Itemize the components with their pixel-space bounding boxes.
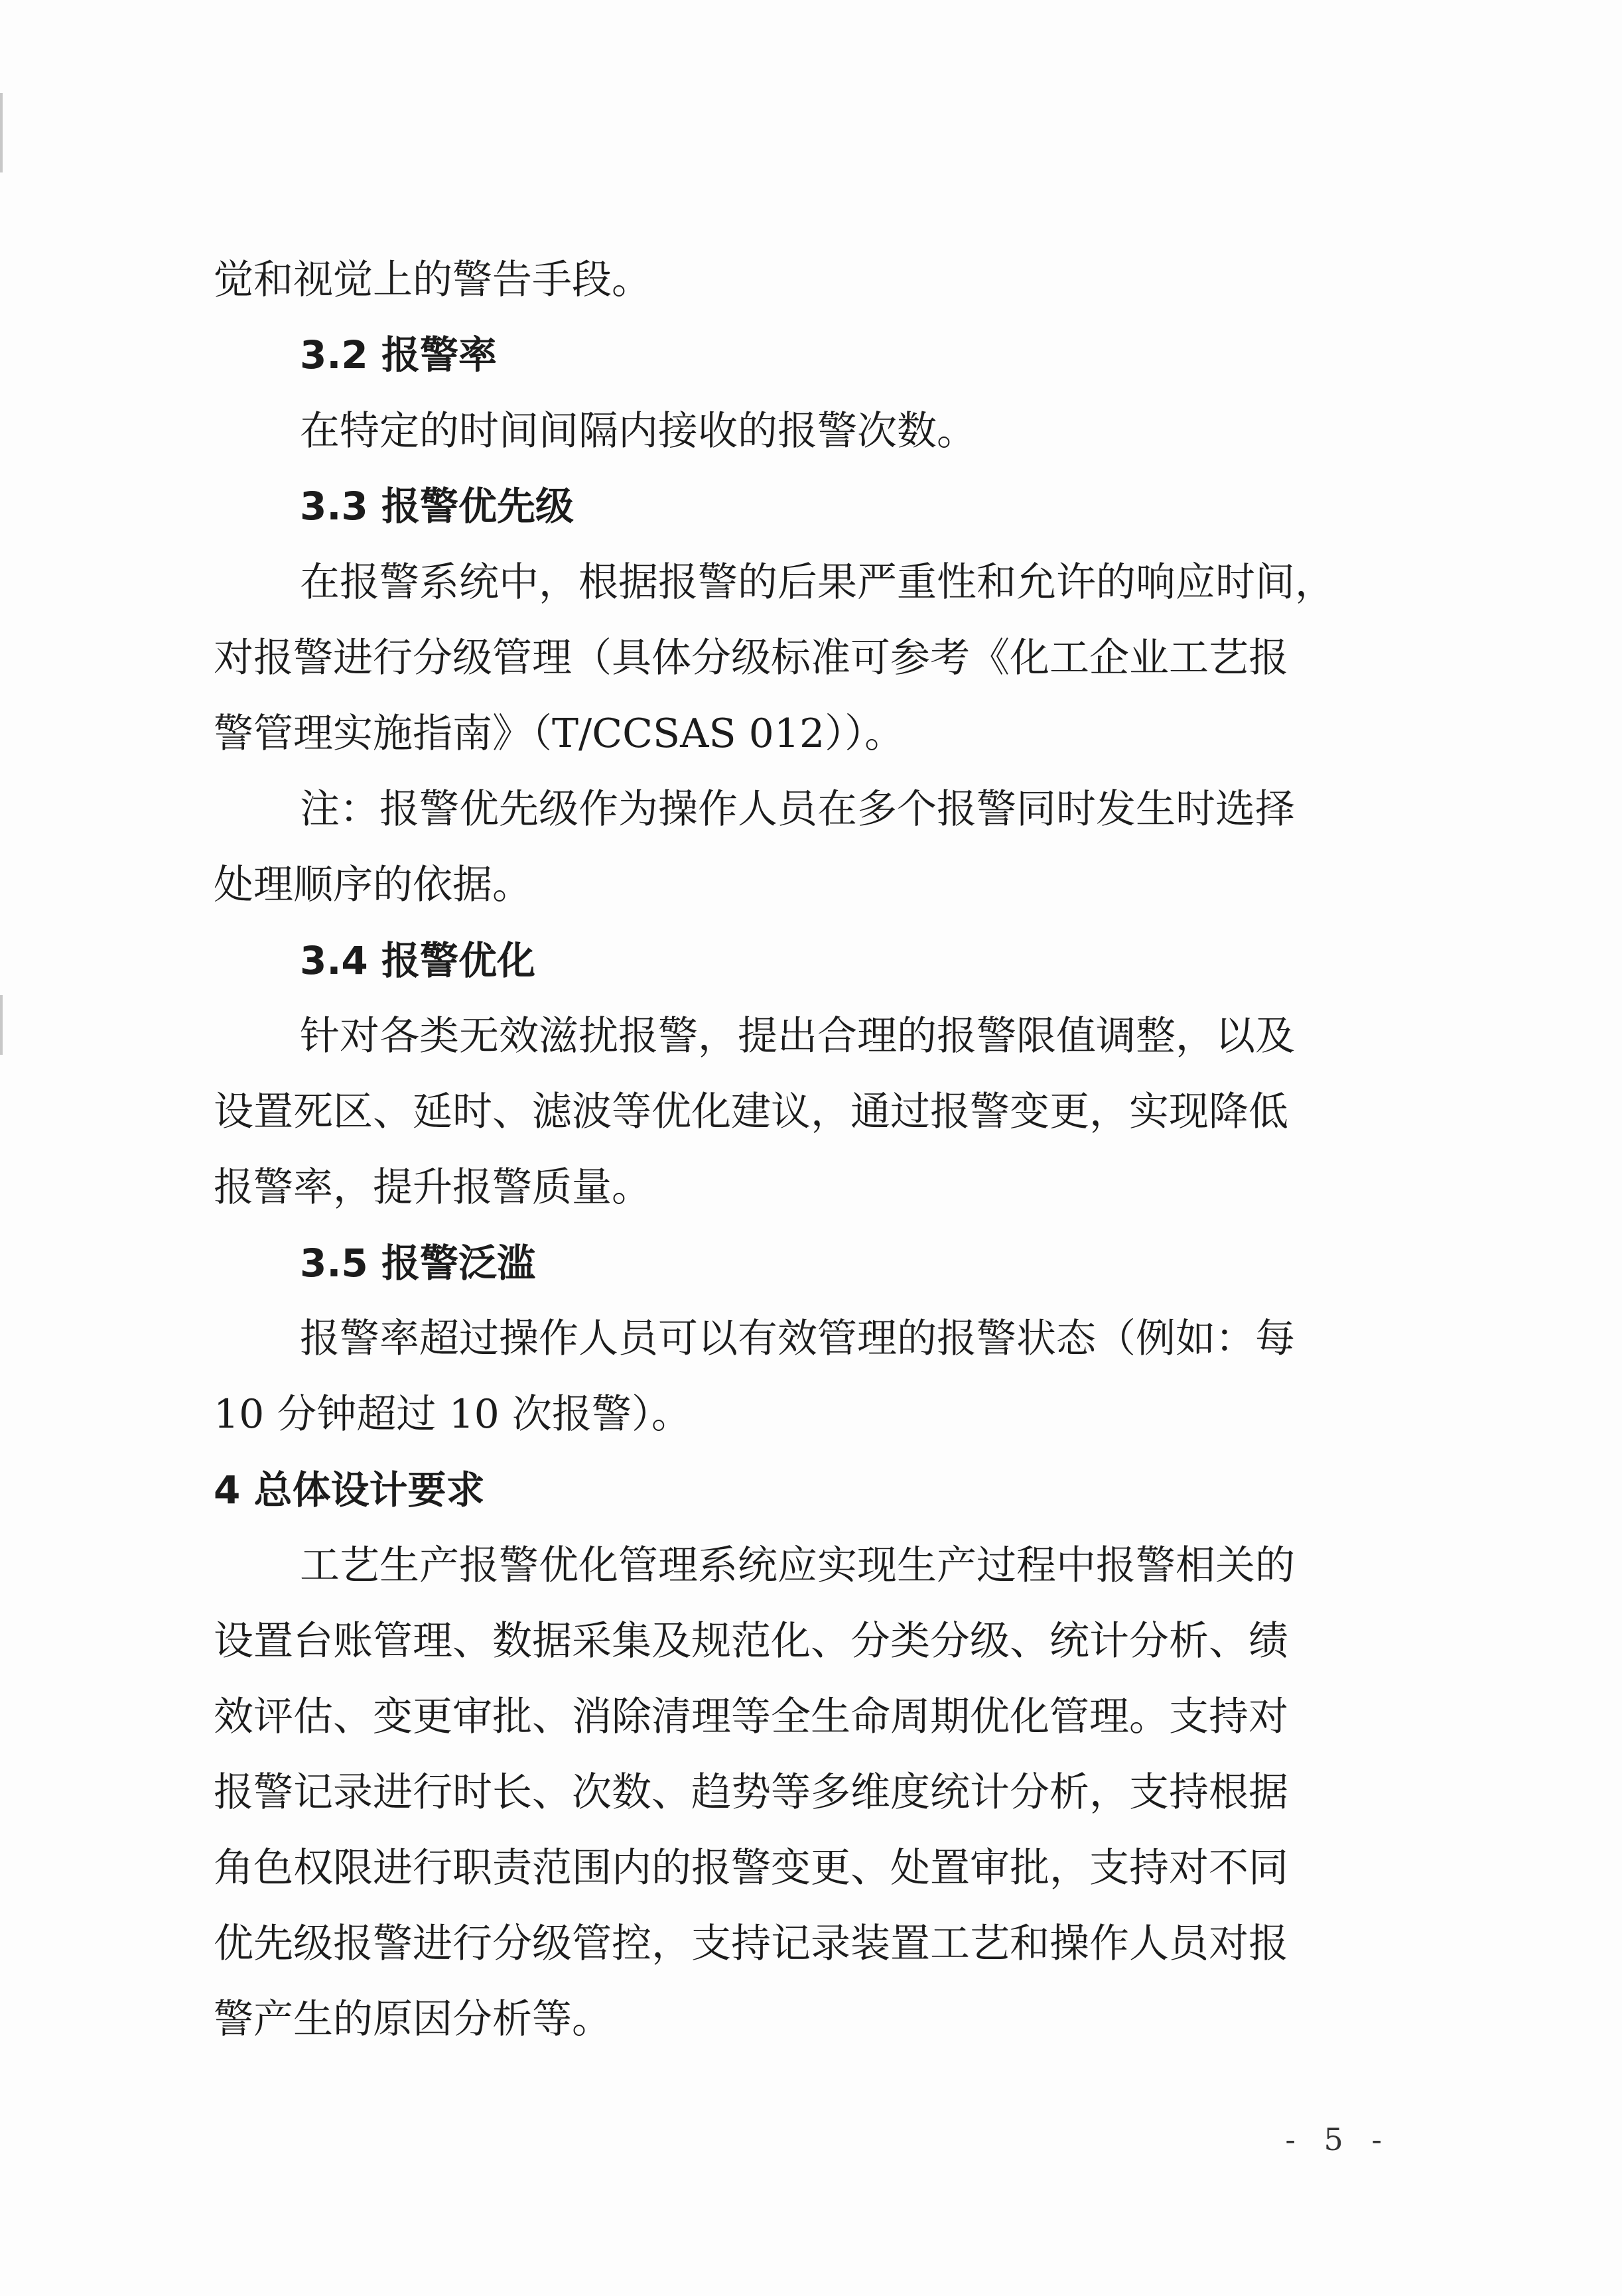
body-text-line: 效评估、变更审批、消除清理等全生命周期优化管理。支持对 (214, 1694, 1288, 1740)
body-text-line: 在特定的时间间隔内接收的报警次数。 (300, 408, 977, 454)
body-text-line: 报警率超过操作人员可以有效管理的报警状态（例如：每 (300, 1316, 1295, 1362)
section-heading-3-3: 3.3 报警优先级 (300, 484, 574, 529)
body-text-line: 报警率，提升报警质量。 (214, 1164, 651, 1211)
body-text-line: 警管理实施指南》（T/CCSAS 012））。 (214, 710, 905, 757)
body-text-line: 对报警进行分级管理（具体分级标准可参考《化工企业工艺报 (214, 635, 1288, 681)
body-text-line: 警产生的原因分析等。 (214, 1996, 612, 2043)
note-text-line: 注：报警优先级作为操作人员在多个报警同时发生时选择 (300, 786, 1295, 833)
section-heading-4: 4 总体设计要求 (214, 1467, 485, 1513)
section-heading-3-2: 3.2 报警率 (300, 332, 497, 377)
note-text-line: 处理顺序的依据。 (214, 862, 532, 908)
body-text-line: 针对各类无效滋扰报警，提出合理的报警限值调整，以及 (300, 1013, 1295, 1059)
section-heading-3-5: 3.5 报警泛滥 (300, 1241, 535, 1286)
body-text-line: 角色权限进行职责范围内的报警变更、处置审批，支持对不同 (214, 1845, 1288, 1891)
body-text-line: 设置台账管理、数据采集及规范化、分类分级、统计分析、绩 (214, 1618, 1288, 1664)
page-number: - 5 - (1285, 2122, 1391, 2157)
scan-edge-mark (0, 995, 3, 1055)
body-text-line: 觉和视觉上的警告手段。 (214, 257, 651, 303)
body-text-line: 10 分钟超过 10 次报警）。 (214, 1391, 691, 1438)
section-heading-3-4: 3.4 报警优化 (300, 938, 535, 983)
body-text-line: 在报警系统中，根据报警的后果严重性和允许的响应时间， (300, 559, 1335, 606)
body-text-line: 工艺生产报警优化管理系统应实现生产过程中报警相关的 (300, 1542, 1295, 1589)
body-text-line: 设置死区、延时、滤波等优化建议，通过报警变更，实现降低 (214, 1089, 1288, 1135)
scan-edge-mark (0, 93, 3, 172)
body-text-line: 优先级报警进行分级管控，支持记录装置工艺和操作人员对报 (214, 1921, 1288, 1967)
body-text-line: 报警记录进行时长、次数、趋势等多维度统计分析，支持根据 (214, 1769, 1288, 1816)
